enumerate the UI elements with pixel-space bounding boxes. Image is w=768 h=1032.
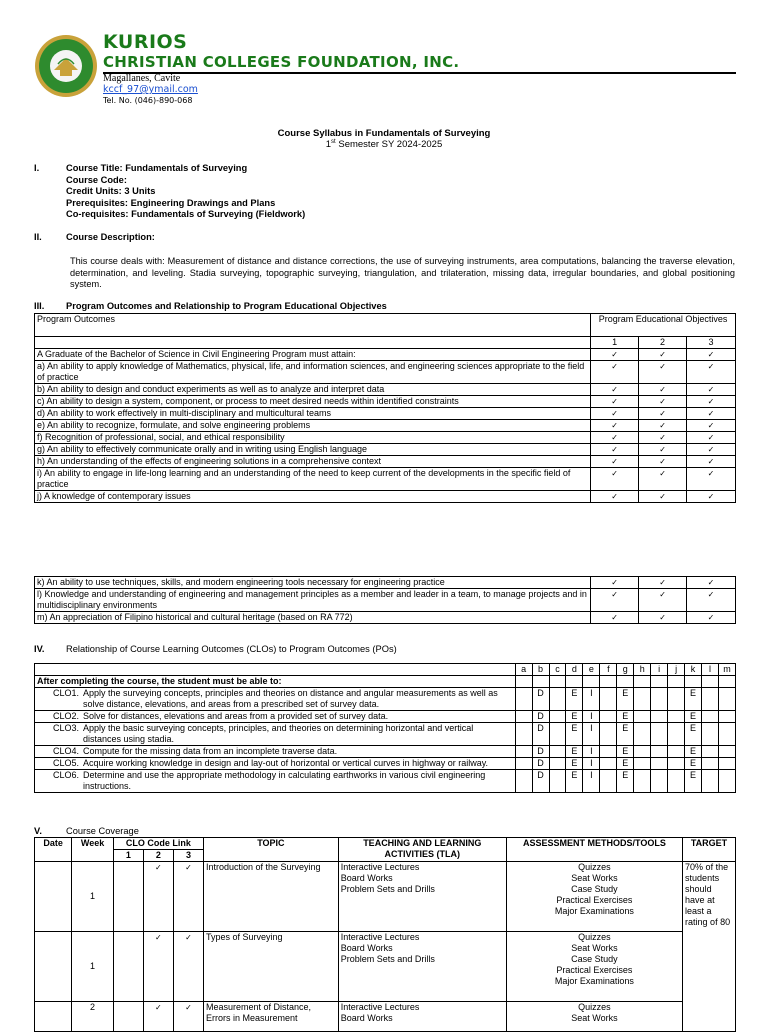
target-cell: 70% of the students should have at least a rating of 80 [683,862,736,1032]
po-row: i) An ability to engage in life-long learning and an understanding of the need to keep current of the developments in the specific field of practice ✓ ✓ ✓ [35,468,736,491]
section-3-heading: Program Outcomes and Relationship to Program Educational Objectives [66,301,387,311]
po-row: d) An ability to work effectively in multi-disciplinary and multicultural teams ✓ ✓ ✓ [35,408,736,420]
doc-semester: 1st Semester SY 2024-2025 [325,139,443,151]
section-2-heading: Course Description: [66,232,155,242]
po-row: j) A knowledge of contemporary issues ✓ ✓ ✓ [35,491,736,503]
org-email-link[interactable]: kccf_97@ymail.com [103,84,198,95]
section-1-course-info: Course Title: Fundamentals of Surveying Course Code: Credit Units: 3 Units Prerequisites: Engineering Drawings and Plans Co-requisites: Fundamentals of Surveying (Fieldwork) [66,163,306,219]
section-4-heading: Relationship of Course Learning Outcomes (CLOs) to Program Outcomes (POs) [66,644,397,654]
org-name-line2: CHRISTIAN COLLEGES FOUNDATION, INC. [103,53,460,71]
coverage-row: 1 ✓ ✓ Types of Surveying Interactive Lectures Board Works Problem Sets and Drills Quizzes Seat Works Case Study Practical Exercises Major Examinations [35,932,736,1002]
po-row: l) Knowledge and understanding of engineering and management principles as a member and leader in a team, to manage projects and in multidisciplinary environments ✓ ✓ ✓ [35,589,736,612]
clo-row: CLO5. Acquire working knowledge in design and lay-out of horizontal or vertical curves in highway or railway. D E I E E [35,758,736,770]
header-divider [103,72,736,74]
po-peo-table-continued [34,576,736,624]
college-seal-logo [34,34,98,98]
coverage-row: 2 ✓ ✓ Measurement of Distance, Errors in Measurement Interactive Lectures Board Works Quizzes Seat Works [35,1002,736,1032]
po-row: g) An ability to effectively communicate orally and in writing using English language ✓ ✓ ✓ [35,444,736,456]
clo-po-table: a b c d e f g h i j k l m After completing the course, the student must be able to: CLO1. Apply the surveying concepts, principles and theories on distance and angular measurements as well as solve distance, elevations, and areas from a prescribed set of survey data. D E I E E CLO2. Solve for distances, elevations and areas from a provided set of survey data. D E I E E CLO3. Apply the basic surveying concepts, principles, and theories on determining horizontal and vertical distances using stadia. D E I E E CLO4. Compute for the missing data from an incomplete traverse data. D E I E E CLO5. Acquire working knowledge in design and lay-out of horizontal or vertical curves in highway or railway. D E I E E CLO6. Determine and use the appropriate methodology in calculating earthworks in various civil engineering instructions. D E I E E [34,663,736,793]
po-row: b) An ability to design and conduct experiments as well as to analyze and interpret data ✓ ✓ ✓ [35,384,736,396]
po-row: m) An appreciation of Filipino historical and cultural heritage (based on RA 772) ✓ ✓ ✓ [35,612,736,624]
section-3-number: III. [34,301,45,311]
org-address: Magallanes, Cavite [103,73,181,84]
peo-header: Program Educational Objectives [591,314,736,337]
clo-row: CLO2. Solve for distances, elevations and areas from a provided set of survey data. D E I E E [35,711,736,723]
po-row: h) An understanding of the effects of engineering solutions in a comprehensive context ✓ ✓ ✓ [35,456,736,468]
po-peo-table: Program Outcomes Program Educational Objectives 1 2 3 A Graduate of the Bachelor of Science in Civil Engineering Program must attain: ✓ ✓ ✓ a) An ability to apply knowledge of Mathematics, physical, life, and information sciences, and engineering sciences appropriate to the field of practice ✓ ✓ ✓ b) An ability to design and conduct experiments as well as to analyze and interpret data ✓ ✓ ✓ c) An ability to design a system, component, or process to meet desired needs within identified constraints ✓ ✓ ✓ d) An ability to work effectively in multi-disciplinary and multicultural teams ✓ ✓ ✓ e) An ability to recognize, formulate, and solve engineering problems ✓ ✓ ✓ f) Recognition of professional, social, and ethical responsibility ✓ ✓ ✓ g) An ability to effectively communicate orally and in writing using English language ✓ ✓ ✓ h) An understanding of the effects of engineering solutions in a comprehensive context ✓ ✓ ✓ i) An ability to engage in life-long learning and an understanding of the need to keep current of the developments in the specific field of practice ✓ ✓ ✓ j) A knowledge of contemporary issues ✓ ✓ ✓ [34,313,736,503]
course-coverage-table: Date Week CLO Code Link TOPIC TEACHING AND LEARNING ACTIVITIES (TLA) ASSESSMENT METHODS/TOOLS TARGET 1 2 3 1 ✓ ✓ Introduction of the Surveying Interactive Lectures Board Works Problem Sets and Drills Quizzes Seat Works Case Study Practical Exercises Major Examinations 70% of the students should have at least a rating of 80 1 ✓ ✓ Types of Surveying Interactive Lectures Board Works Problem Sets and Drills Quizzes Seat Works Case Study Practical Exercises Major Examinations 2 ✓ ✓ Measurement of Distance, Errors in Measurement Interactive Lectures Board Works Quizzes Seat Works [34,837,736,1032]
po-row: f) Recognition of professional, social, and ethical responsibility ✓ ✓ ✓ [35,432,736,444]
course-description-text: This course deals with: Measurement of distance and distance corrections, the use of surveying instruments, area computations, balancing the traverse elevation, determination, and leveling. Stadia surveying, topographic surveying, triangulation, and trilateration, missing data, irregular boundaries, and global positioning system. [70,256,735,289]
section-5-number: V. [34,826,42,836]
clo-row: CLO1. Apply the surveying concepts, principles and theories on distance and angular measurements as well as solve distance, elevations, and areas from a prescribed set of survey data. D E I E E [35,688,736,711]
clo-row: CLO3. Apply the basic surveying concepts, principles, and theories on determining horizontal and vertical distances using stadia. D E I E E [35,723,736,746]
po-row: a) An ability to apply knowledge of Mathematics, physical, life, and information sciences, and engineering sciences appropriate to the field of practice ✓ ✓ ✓ [35,361,736,384]
section-5-heading: Course Coverage [66,826,139,836]
po-row: c) An ability to design a system, component, or process to meet desired needs within identified constraints ✓ ✓ ✓ [35,396,736,408]
po-row: A Graduate of the Bachelor of Science in Civil Engineering Program must attain: ✓ ✓ ✓ [35,349,736,361]
clo-row: CLO6. Determine and use the appropriate methodology in calculating earthworks in various civil engineering instructions. D E I E E [35,770,736,793]
clo-row: CLO4. Compute for the missing data from an incomplete traverse data. D E I E E [35,746,736,758]
coverage-row: 1 ✓ ✓ Introduction of the Surveying Interactive Lectures Board Works Problem Sets and Drills Quizzes Seat Works Case Study Practical Exercises Major Examinations 70% of the students should have at least a rating of 80 [35,862,736,932]
section-2-number: II. [34,232,42,242]
org-name-line1: KURIOS [103,31,188,53]
po-row: e) An ability to recognize, formulate, and solve engineering problems ✓ ✓ ✓ [35,420,736,432]
po-row: k) An ability to use techniques, skills, and modern engineering tools necessary for engineering practice ✓ ✓ ✓ [35,577,736,589]
org-telephone: Tel. No. (046)-890-068 [103,96,193,105]
doc-title: Course Syllabus in Fundamentals of Surveying [277,128,491,139]
po-header: Program Outcomes [35,314,591,337]
section-4-number: IV. [34,644,45,654]
section-1-number: I. [34,163,40,173]
